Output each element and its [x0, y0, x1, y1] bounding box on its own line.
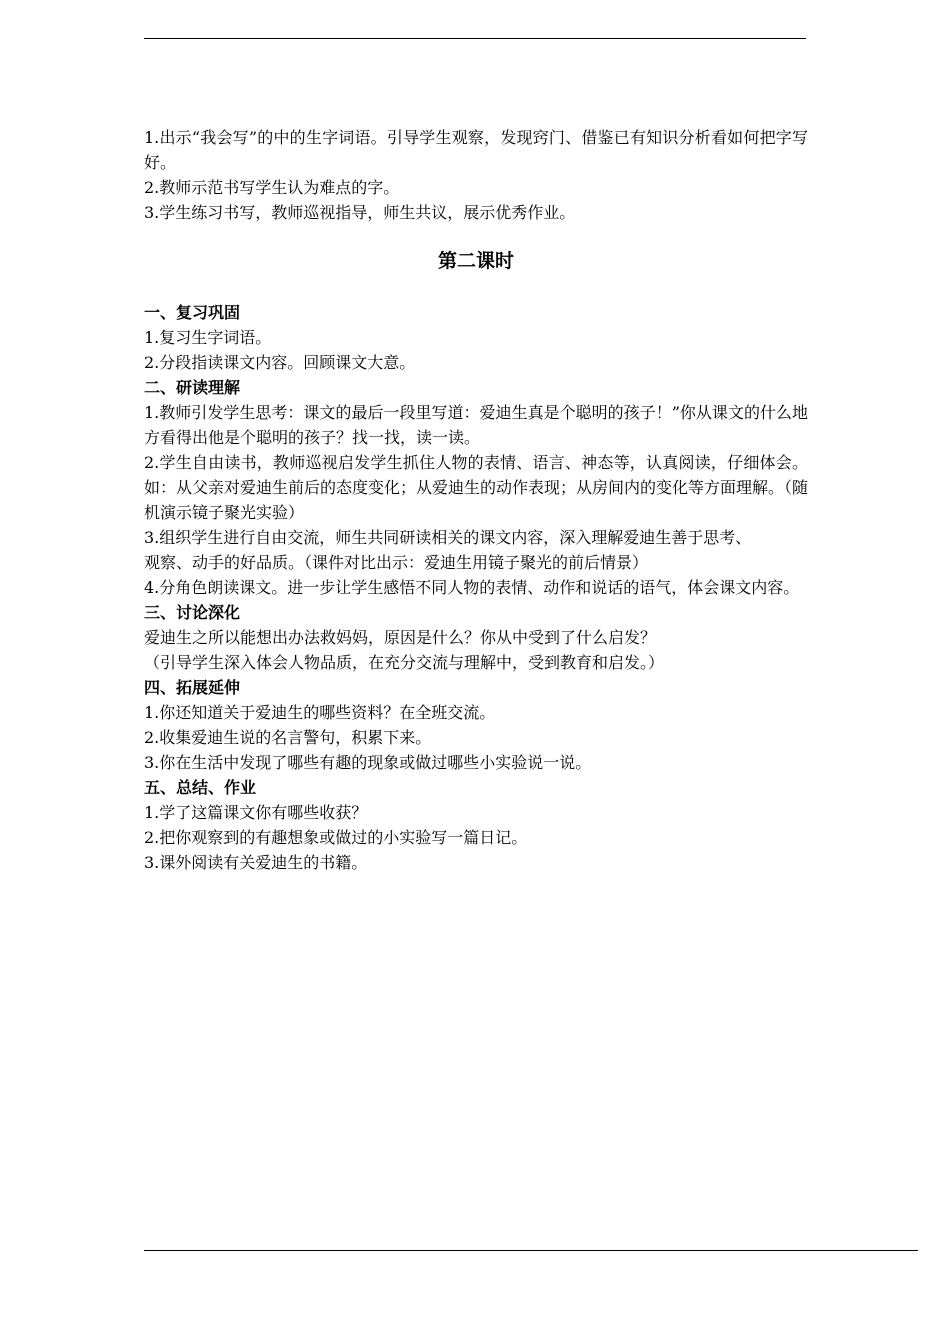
section-item: 2.分段指读课文内容。回顾课文大意。 — [144, 353, 416, 372]
section-discussion — [144, 600, 808, 675]
intro-block — [144, 125, 808, 225]
header-rule — [144, 38, 806, 39]
section-item: 爱迪生之所以能想出办法救妈妈，原因是什么？你从中受到了什么启发？ — [144, 628, 657, 647]
section-item: 2.学生自由读书，教师巡视启发学生抓住人物的表情、语言、神态等，认真阅读，仔细体会。如：从父亲对爱迪生前后的态度变化；从爱迪生的动作表现；从房间内的变化等方面理解。（随机演示镜子聚光实验） — [144, 453, 809, 522]
intro-item: 2.教师示范书写学生认为难点的字。 — [144, 178, 400, 197]
section-heading: 一、复习巩固 — [144, 303, 241, 322]
chapter-title: 第二课时 — [437, 250, 514, 272]
section-summary — [144, 775, 808, 875]
section-item: 2.收集爱迪生说的名言警句，积累下来。 — [144, 728, 432, 747]
section-heading: 四、拓展延伸 — [144, 678, 241, 697]
section-item: 观察、动手的好品质。（课件对比出示：爱迪生用镜子聚光的前后情景） — [144, 553, 649, 572]
section-extension — [144, 675, 808, 775]
section-item: 1.复习生字词语。 — [144, 328, 272, 347]
section-item: 2.把你观察到的有趣想象或做过的小实验写一篇日记。 — [144, 828, 528, 847]
section-item: 3.组织学生进行自由交流，师生共同研读相关的课文内容，深入理解爱迪生善于思考、 — [144, 528, 752, 547]
section-item: 3.你在生活中发现了哪些有趣的现象或做过哪些小实验说一说。 — [144, 753, 592, 772]
document-body — [144, 125, 808, 875]
intro-item: 1.出示“我会写”的中的生字词语。引导学生观察，发现窍门、借鉴已有知识分析看如何把字写好。 — [144, 128, 808, 172]
section-item: 4.分角色朗读课文。进一步让学生感悟不同人物的表情、动作和说话的语气，体会课文内容。 — [144, 578, 800, 597]
footer-rule — [144, 1250, 918, 1251]
section-item: 1.学了这篇课文你有哪些收获？ — [144, 803, 368, 822]
section-heading: 二、研读理解 — [144, 378, 241, 397]
section-review — [144, 300, 808, 375]
section-item: 3.课外阅读有关爱迪生的书籍。 — [144, 853, 368, 872]
section-item: 1.你还知道关于爱迪生的哪些资料？在全班交流。 — [144, 703, 496, 722]
section-heading: 五、总结、作业 — [144, 778, 257, 797]
section-item: （引导学生深入体会人物品质，在充分交流与理解中，受到教育和启发。） — [144, 653, 665, 672]
section-item: 1.教师引发学生思考：课文的最后一段里写道：爱迪生真是个聪明的孩子！”你从课文的什么地方看得出他是个聪明的孩子？找一找，读一读。 — [144, 403, 808, 447]
section-heading: 三、讨论深化 — [144, 603, 241, 622]
section-study — [144, 375, 808, 600]
intro-item: 3.学生练习书写，教师巡视指导，师生共议，展示优秀作业。 — [144, 203, 576, 222]
